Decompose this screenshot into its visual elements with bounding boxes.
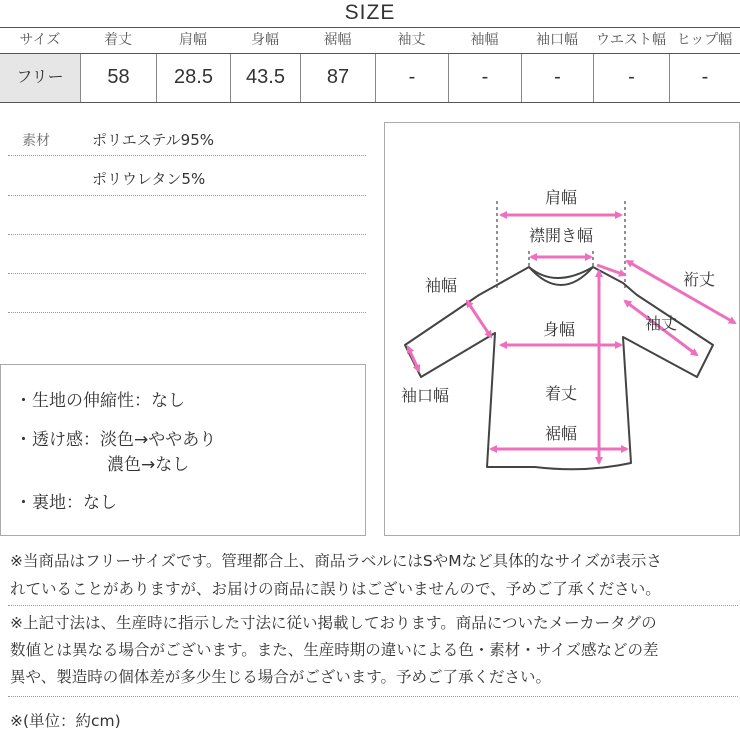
material-line-2: ポリウレタン5% xyxy=(92,170,206,188)
label-susohaba: 裾幅 xyxy=(544,424,578,443)
footnote-line: 異や、製造時の個体差が多少生じる場合がございます。予めご了承ください。 xyxy=(10,668,551,686)
page-title: SIZE xyxy=(344,1,396,24)
label-eri: 襟開き幅 xyxy=(528,226,594,245)
material-label: 素材 xyxy=(22,133,50,149)
cell-katahaba: 28.5 xyxy=(156,54,230,102)
label-kitake: 着丈 xyxy=(544,384,578,403)
label-sodehaba: 袖幅 xyxy=(424,276,458,295)
property-stretch: ・生地の伸縮性：なし xyxy=(15,391,185,411)
table-bottom-rule xyxy=(0,102,740,103)
cell-sodehaba: - xyxy=(448,54,521,102)
header-sodeguchi: 袖口幅 xyxy=(536,32,578,48)
header-sodetake: 袖丈 xyxy=(397,32,426,48)
dotted-divider xyxy=(8,234,366,235)
arrow-yuki-neck xyxy=(597,265,625,275)
cell-mihaba: 43.5 xyxy=(230,54,300,102)
footnote-line: ※上記寸法は、生産時に指示した寸法に従い掲載しております。商品についたメーカータグの xyxy=(10,614,657,632)
size-table-header xyxy=(0,28,740,52)
arrow-sodehaba xyxy=(467,301,491,337)
property-sheer: ・透け感：淡色→ややあり xyxy=(15,430,217,450)
property-lining: ・裏地：なし xyxy=(15,493,117,513)
dotted-divider xyxy=(8,155,366,156)
table-row xyxy=(0,54,740,102)
header-kitake: 着丈 xyxy=(104,32,132,48)
cell-sodetake: - xyxy=(375,54,448,102)
header-waist: ウエスト幅 xyxy=(596,32,666,48)
header-susohaba: 裾幅 xyxy=(323,32,352,48)
header-sodehaba: 袖幅 xyxy=(470,32,499,48)
label-sodetake: 袖丈 xyxy=(644,314,678,333)
cell-kitake: 58 xyxy=(80,54,156,102)
cell-waist: - xyxy=(593,54,669,102)
footnote-line: 数値とは異なる場合がございます。また、生産時期の違いによる色・素材・サイズ感などの差 xyxy=(10,641,659,659)
properties-box xyxy=(0,364,366,536)
arrow-sodeguchi xyxy=(408,347,419,371)
dotted-divider xyxy=(8,312,366,313)
row-size: フリー xyxy=(0,54,80,102)
neckline xyxy=(529,267,593,285)
footnote-divider xyxy=(8,696,738,697)
cell-susohaba: 87 xyxy=(300,54,375,102)
material-line-1: ポリエステル95% xyxy=(92,131,214,149)
header-mihaba: 身幅 xyxy=(251,32,279,48)
label-katahaba: 肩幅 xyxy=(544,188,578,207)
header-size: サイズ xyxy=(19,32,61,48)
garment-diagram xyxy=(385,123,739,535)
property-sheer-dark: 濃色→なし xyxy=(107,455,190,475)
cell-sodeguchi: - xyxy=(521,54,593,102)
cell-hip: - xyxy=(669,54,740,102)
header-katahaba: 肩幅 xyxy=(179,32,207,48)
footnote-divider xyxy=(8,605,738,606)
label-yukitake: 裄丈 xyxy=(682,270,716,289)
diagram-box xyxy=(384,122,740,536)
dotted-divider xyxy=(8,273,366,274)
label-mihaba: 身幅 xyxy=(542,320,576,339)
header-hip: ヒップ幅 xyxy=(676,32,733,48)
label-sodeguchi: 袖口幅 xyxy=(400,386,450,405)
dotted-divider xyxy=(8,195,366,196)
footnote-line: れていることがありますが、お届けの商品に誤りはございませんので、予めご了承ください。 xyxy=(10,580,661,598)
unit-note: ※(単位：約cm) xyxy=(10,712,121,730)
footnote-line: ※当商品はフリーサイズです。管理都合上、商品ラベルにはSやMなど具体的なサイズが表示さ xyxy=(10,552,662,570)
